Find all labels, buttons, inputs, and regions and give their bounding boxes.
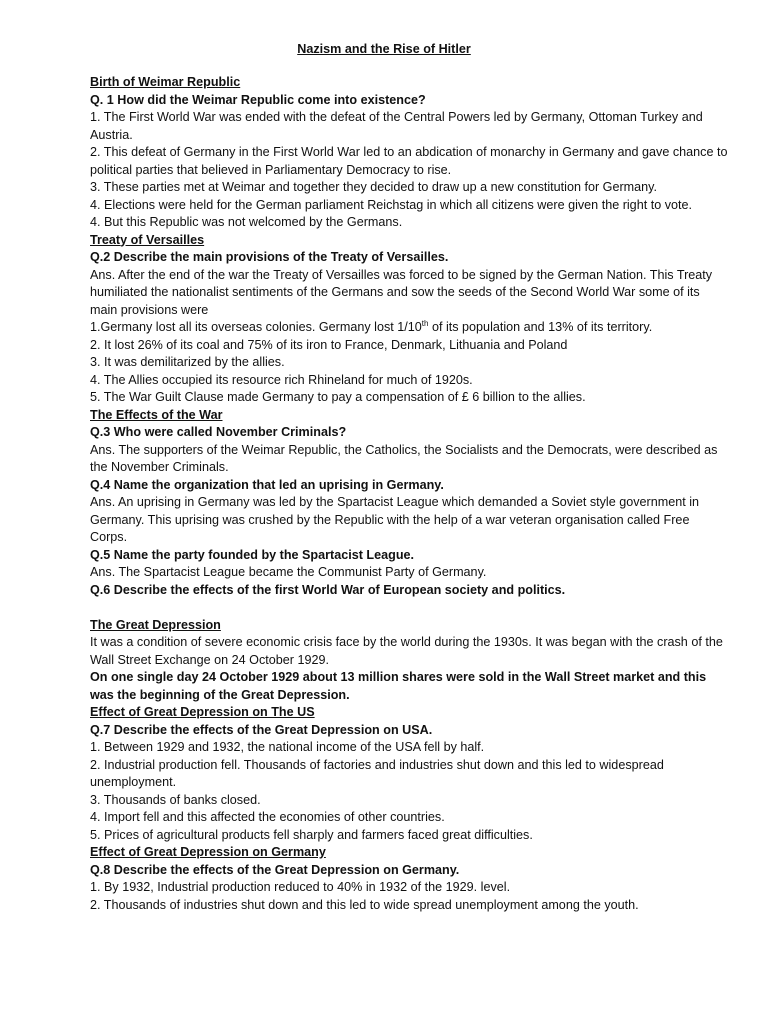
paragraph: 5. Prices of agricultural products fell sharply and farmers faced great difficulties.: [90, 827, 533, 842]
superscript: th: [421, 318, 429, 328]
paragraph: It was a condition of severe economic crisis face by the world during the 1930s. It was began with the crash of the Wall Street Exchange on 24 October 1929.: [90, 635, 723, 667]
document-body: [90, 74, 730, 914]
question-1: Q. 1 How did the Weimar Republic come into existence?: [90, 92, 426, 107]
page-title: Nazism and the Rise of Hitler: [297, 42, 471, 56]
spacer: [90, 599, 730, 617]
paragraph: 3. These parties met at Weimar and together they decided to draw up a new constitution for Germany.: [90, 180, 658, 194]
question-3: Q.3 Who were called November Criminals?: [90, 425, 347, 439]
paragraph: 4. The Allies occupied its resource rich Rhineland for much of 1920s.: [90, 372, 473, 387]
section-heading-weimar: Birth of Weimar Republic: [90, 75, 241, 89]
paragraph: 4. Import fell and this affected the economies of other countries.: [90, 810, 445, 824]
section-heading-versailles: Treaty of Versailles: [90, 232, 205, 247]
paragraph-text: 1.Germany lost all its overseas colonies. Germany lost 1/10: [90, 320, 422, 334]
paragraph: 4. Elections were held for the German parliament Reichstag in which all citizens were given the right to vote.: [90, 197, 692, 212]
paragraph: 1. The First World War was ended with the defeat of the Central Powers led by Germany, Ottoman Turkey and Austria.: [90, 110, 703, 142]
paragraph-bold: On one single day 24 October 1929 about 13 million shares were sold in the Wall Street market and this was the beginning of the Great Depression.: [90, 670, 707, 702]
section-heading-great-depression: The Great Depression: [90, 617, 221, 632]
section-heading-effects-war: The Effects of the War: [90, 407, 223, 422]
paragraph: [90, 319, 730, 337]
paragraph: 5. The War Guilt Clause made Germany to pay a compensation of £ 6 billion to the allies.: [90, 390, 586, 404]
answer-4: Ans. An uprising in Germany was led by the Spartacist League which demanded a Soviet style government in Germany. This uprising was crushed by the Republic with the help of a war veteran organisation called Free Corps.: [90, 495, 700, 544]
question-4: Q.4 Name the organization that led an uprising in Germany.: [90, 477, 444, 492]
answer-5: Ans. The Spartacist League became the Communist Party of Germany.: [90, 565, 487, 579]
answer-2: Ans. After the end of the war the Treaty of Versailles was forced to be signed by the German Nation. This Treaty humiliated the nationalist sentiments of the Germans and sow the seeds of the Second World War some of its main provisions were: [90, 267, 713, 317]
question-6: Q.6 Describe the effects of the first World War of European society and politics.: [90, 582, 566, 597]
paragraph: 1. By 1932, Industrial production reduced to 40% in 1932 of the 1929. level.: [90, 880, 511, 894]
paragraph: 3. It was demilitarized by the allies.: [90, 355, 285, 369]
paragraph: 2. It lost 26% of its coal and 75% of its iron to France, Denmark, Lithuania and Poland: [90, 337, 568, 352]
paragraph: 2. Industrial production fell. Thousands of factories and industries shut down and this led to widespread unemployment.: [90, 757, 664, 789]
section-heading-effect-us: Effect of Great Depression on The US: [90, 705, 315, 719]
paragraph: 2. This defeat of Germany in the First World War led to an abdication of monarchy in Germany and gave chance to political parties that believed in Parliamentary Democracy to rise.: [90, 145, 728, 177]
paragraph: 3. Thousands of banks closed.: [90, 792, 261, 807]
question-8: Q.8 Describe the effects of the Great Depression on Germany.: [90, 862, 460, 877]
question-7: Q.7 Describe the effects of the Great Depression on USA.: [90, 722, 433, 737]
paragraph: 2. Thousands of industries shut down and this led to wide spread unemployment among the youth.: [90, 897, 639, 912]
question-2: Q.2 Describe the main provisions of the Treaty of Versailles.: [90, 250, 449, 264]
answer-3: Ans. The supporters of the Weimar Republic, the Catholics, the Socialists and the Democrats, were described as the November Criminals.: [90, 442, 718, 474]
paragraph: 4. But this Republic was not welcomed by the Germans.: [90, 215, 403, 229]
section-heading-effect-germany: Effect of Great Depression on Germany: [90, 845, 326, 859]
question-5: Q.5 Name the party founded by the Spartacist League.: [90, 547, 415, 562]
paragraph: 1. Between 1929 and 1932, the national income of the USA fell by half.: [90, 740, 485, 754]
paragraph-text: of its population and 13% of its territory.: [428, 320, 653, 334]
